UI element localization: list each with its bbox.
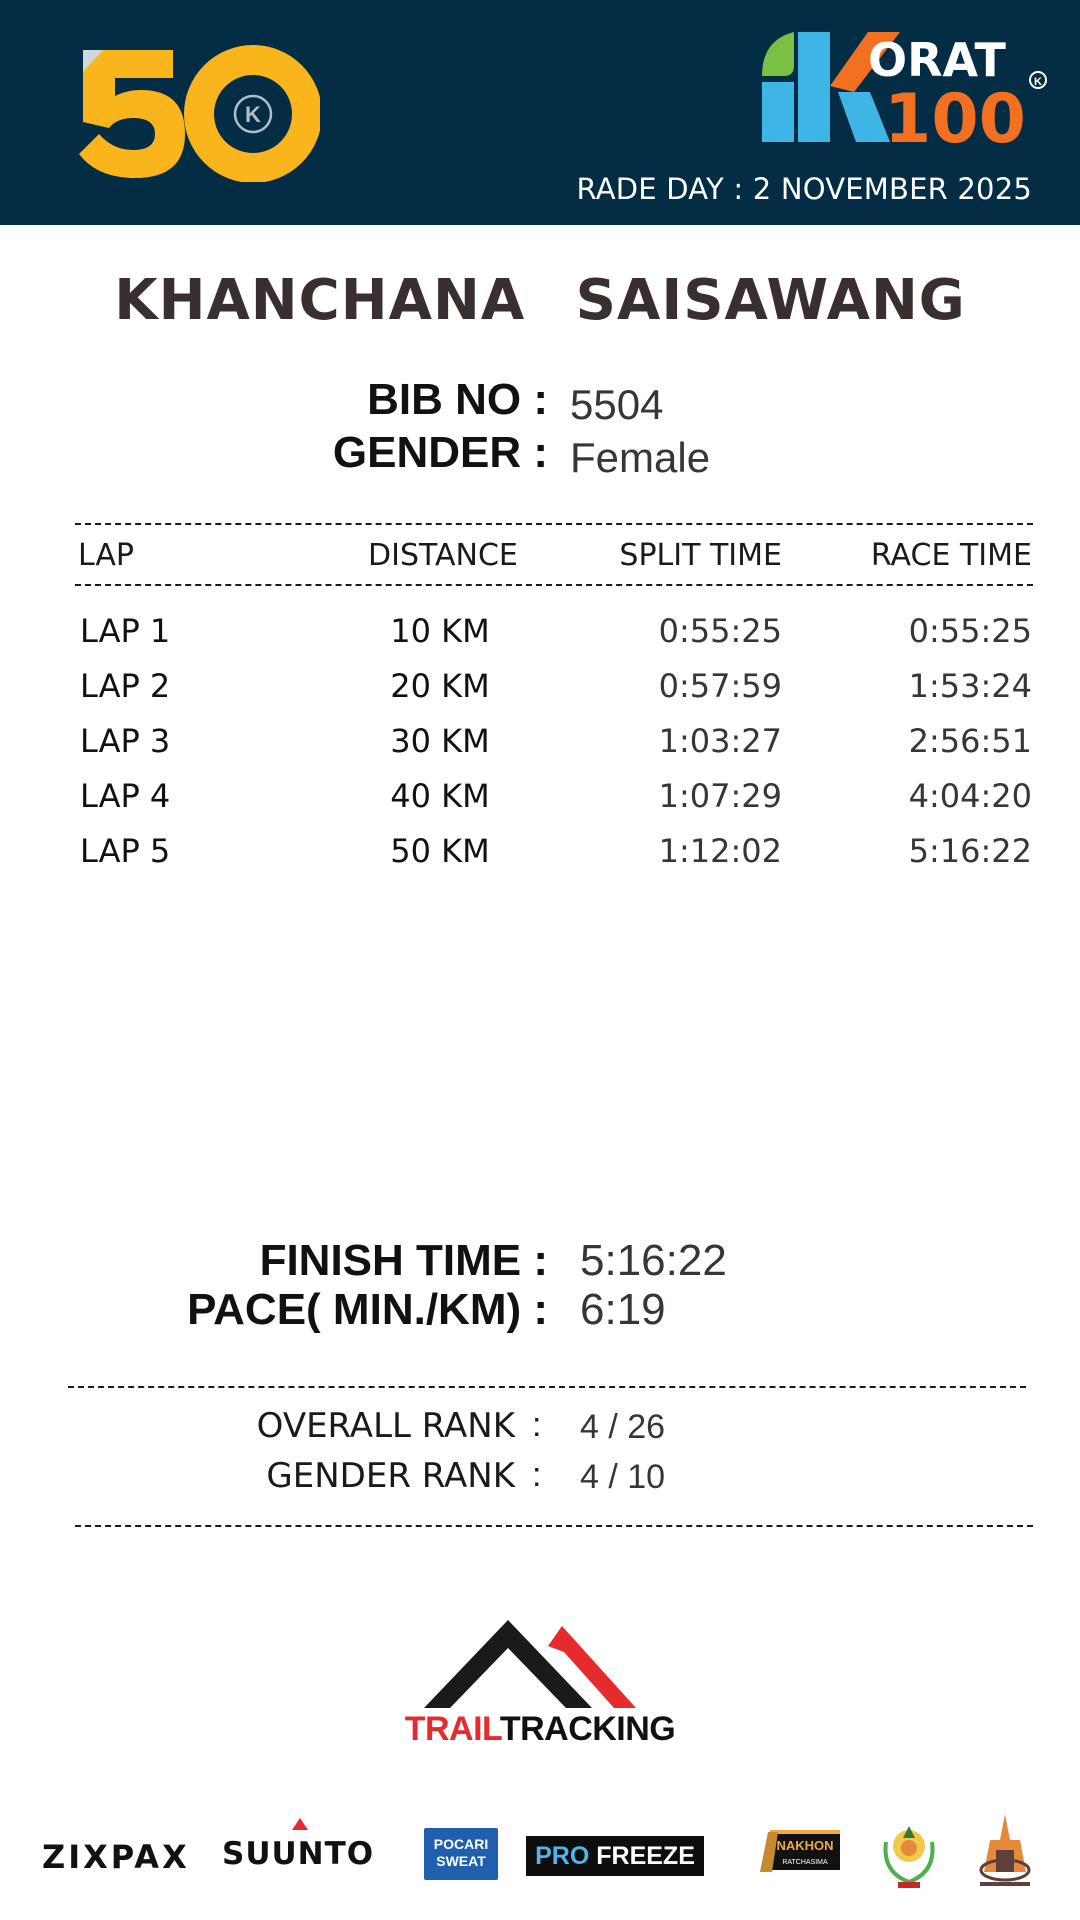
header-banner	[0, 0, 1080, 225]
divider-ranks-bottom	[75, 1525, 1033, 1527]
divider-ranks-top	[68, 1386, 1026, 1388]
header-distance: DISTANCE	[368, 538, 518, 573]
emblem-icon	[976, 1810, 1034, 1892]
gender-rank-label: GENDER RANK	[266, 1456, 515, 1496]
distance-cell: 40 KM	[390, 777, 490, 815]
divider-header	[75, 584, 1033, 586]
race-cell: 1:53:24	[908, 667, 1032, 705]
race-cell: 4:04:20	[908, 777, 1032, 815]
gender-rank-value: 4 / 10	[580, 1458, 666, 1496]
split-cell: 0:55:25	[658, 612, 782, 650]
pace-value: 6:19	[580, 1285, 666, 1334]
finish-time-value: 5:16:22	[580, 1236, 727, 1285]
finish-time-label: FINISH TIME :	[259, 1236, 548, 1285]
sponsor-zixpax: ZIXPAX	[42, 1838, 190, 1876]
profreeze-pro-text: PRO	[535, 1842, 590, 1870]
trailtracking-black-text: TRACKING	[499, 1710, 676, 1748]
overall-rank-colon: :	[532, 1406, 542, 1444]
divider-top	[75, 523, 1033, 525]
distance-cell: 30 KM	[390, 722, 490, 760]
korat-logo-bottom-text: 100	[884, 80, 1026, 156]
overall-rank-value: 4 / 26	[580, 1408, 666, 1446]
race-cell: 0:55:25	[908, 612, 1032, 650]
bib-label: BIB NO :	[367, 375, 548, 424]
split-cell: 1:12:02	[658, 832, 782, 870]
runner-name: KHANCHANA SAISAWANG	[114, 268, 966, 333]
distance-cell: 10 KM	[390, 612, 490, 650]
split-cell: 0:57:59	[658, 667, 782, 705]
korat-registered-mark: K	[1034, 76, 1042, 88]
svg-text:RATCHASIMA: RATCHASIMA	[782, 1859, 828, 1866]
table-row	[0, 667, 1080, 722]
bib-row	[0, 375, 1080, 429]
korat-logo-top-text: ORAT	[868, 33, 1006, 87]
svg-text:NAKHON: NAKHON	[776, 1838, 834, 1853]
table-row	[0, 832, 1080, 887]
lap-cell: LAP 5	[80, 832, 171, 870]
table-row	[0, 777, 1080, 832]
lap-cell: LAP 4	[80, 777, 171, 815]
gender-value: Female	[570, 434, 711, 481]
distance-cell: 20 KM	[390, 667, 490, 705]
lap-cell: LAP 2	[80, 667, 171, 705]
nakhon-logo-icon	[756, 1822, 844, 1878]
distance-cell: 50 KM	[390, 832, 490, 870]
gender-label: GENDER :	[332, 428, 548, 477]
table-row	[0, 722, 1080, 777]
lap-cell: LAP 3	[80, 722, 171, 760]
race-cell: 2:56:51	[908, 722, 1032, 760]
gender-row	[0, 428, 1080, 482]
trailtracking-mountain-icon	[420, 1612, 660, 1712]
header-race-time: RACE TIME	[870, 538, 1032, 573]
logo-k-badge: K	[245, 102, 261, 127]
trailtracking-logo	[0, 1710, 1080, 1749]
header-lap: LAP	[78, 538, 135, 573]
sponsor-suunto: SUUNTO	[222, 1836, 375, 1872]
overall-rank-label: OVERALL RANK	[256, 1406, 515, 1446]
trailtracking-red-text: TRAIL	[404, 1710, 500, 1748]
emblem-icon	[878, 1812, 940, 1892]
sponsor-profreeze	[526, 1836, 704, 1876]
table-row	[0, 612, 1080, 667]
race-cell: 5:16:22	[908, 832, 1032, 870]
pace-label: PACE( MIN./KM) :	[187, 1285, 548, 1334]
gender-rank-colon: :	[532, 1456, 542, 1494]
bib-value: 5504	[570, 381, 664, 428]
logo-50k-icon	[75, 42, 320, 182]
split-cell: 1:03:27	[658, 722, 782, 760]
sponsor-pocari: POCARI SWEAT	[424, 1828, 498, 1880]
profreeze-freeze-text: FREEZE	[589, 1842, 695, 1870]
split-cell: 1:07:29	[658, 777, 782, 815]
race-day-text: RADE DAY : 2 NOVEMBER 2025	[576, 172, 1032, 206]
header-split-time: SPLIT TIME	[619, 538, 782, 573]
suunto-triangle-icon	[292, 1818, 308, 1830]
lap-cell: LAP 1	[80, 612, 171, 650]
korat100-logo-icon	[760, 26, 1050, 156]
